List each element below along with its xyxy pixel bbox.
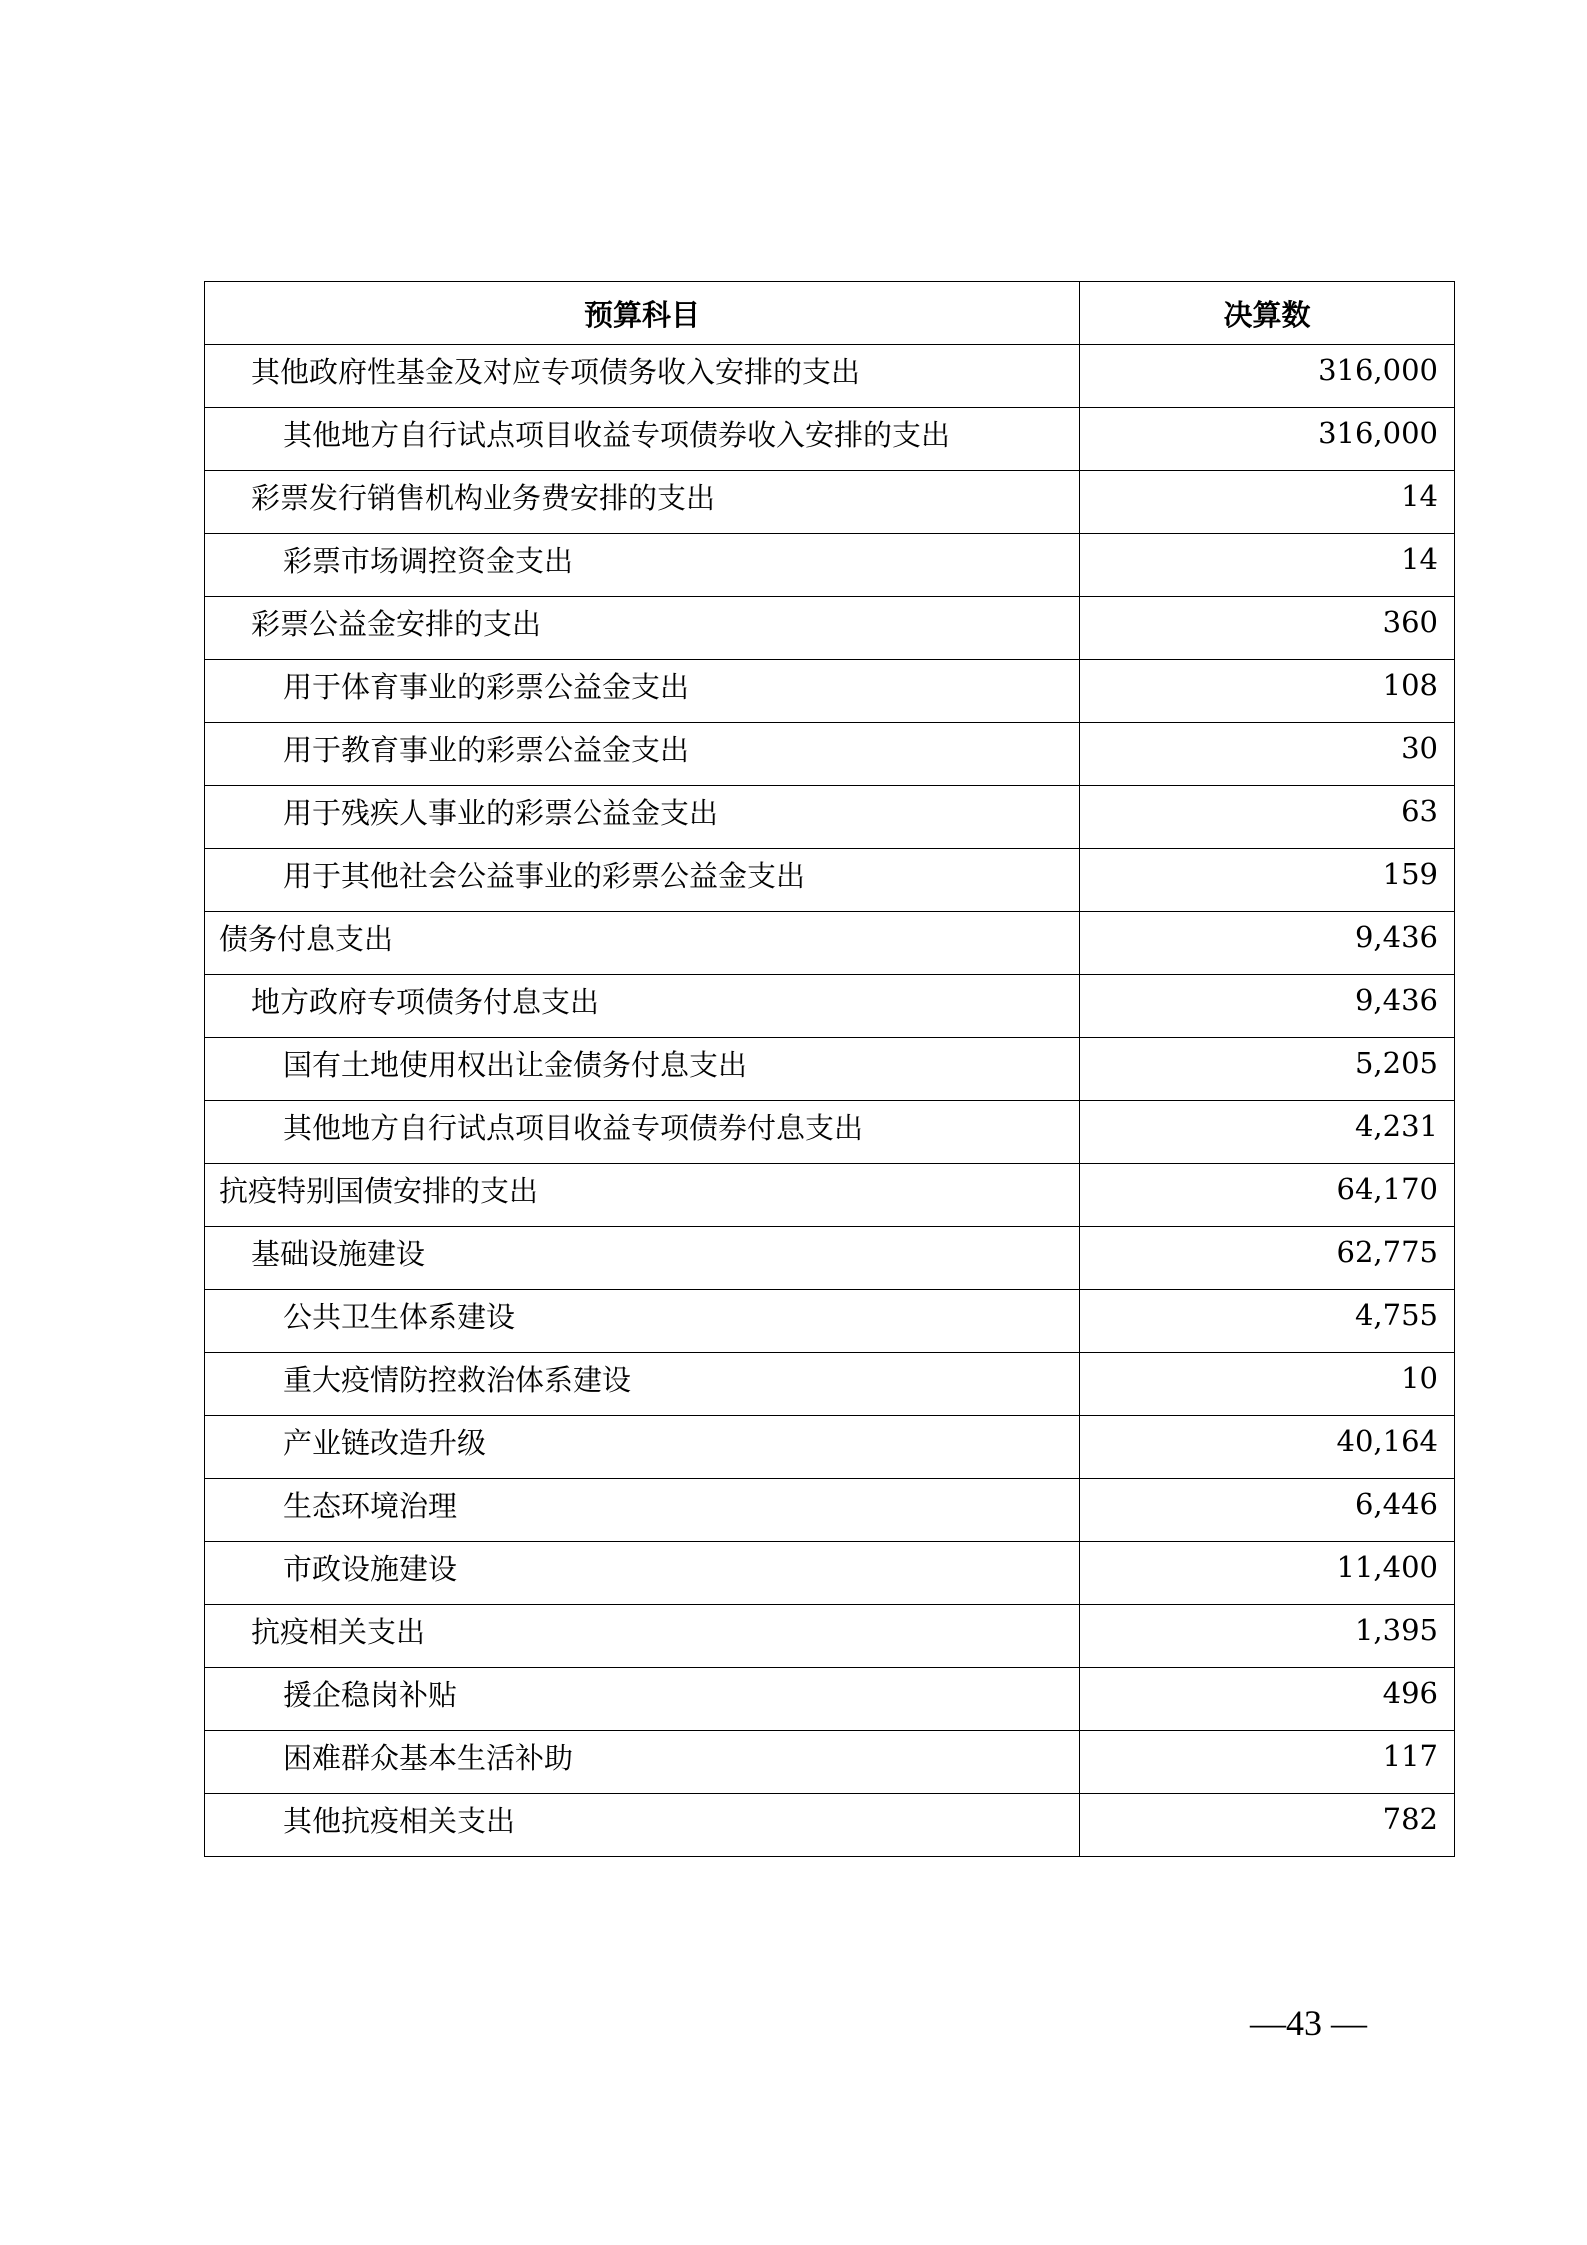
amount-value: 360 bbox=[1382, 605, 1438, 639]
amount-cell bbox=[1080, 1542, 1455, 1605]
amount-cell bbox=[1080, 1605, 1455, 1668]
subject-cell bbox=[205, 1605, 1080, 1668]
subject-label: 彩票公益金安排的支出 bbox=[251, 606, 542, 641]
subject-label: 公共卫生体系建设 bbox=[283, 1299, 516, 1334]
page-number: —43 — bbox=[1250, 2003, 1367, 2043]
subject-label: 地方政府专项债务付息支出 bbox=[251, 984, 600, 1019]
subject-label: 债务付息支出 bbox=[219, 921, 394, 956]
table-row bbox=[205, 1605, 1455, 1668]
amount-value: 1,395 bbox=[1354, 1613, 1438, 1647]
subject-label: 其他抗疫相关支出 bbox=[283, 1803, 516, 1838]
subject-label: 彩票市场调控资金支出 bbox=[283, 543, 574, 578]
amount-value: 63 bbox=[1401, 794, 1438, 828]
subject-cell bbox=[205, 975, 1080, 1038]
amount-cell bbox=[1080, 1479, 1455, 1542]
amount-cell bbox=[1080, 723, 1455, 786]
amount-value: 316,000 bbox=[1318, 353, 1438, 387]
amount-cell bbox=[1080, 1101, 1455, 1164]
amount-cell bbox=[1080, 1164, 1455, 1227]
amount-value: 9,436 bbox=[1354, 920, 1438, 954]
subject-label: 其他地方自行试点项目收益专项债券收入安排的支出 bbox=[283, 417, 951, 452]
amount-cell bbox=[1080, 1794, 1455, 1857]
amount-cell bbox=[1080, 849, 1455, 912]
amount-value: 30 bbox=[1401, 731, 1438, 765]
subject-cell bbox=[205, 1416, 1080, 1479]
subject-label: 产业链改造升级 bbox=[283, 1425, 487, 1460]
amount-value: 9,436 bbox=[1354, 983, 1438, 1017]
amount-value: 40,164 bbox=[1336, 1424, 1438, 1458]
subject-cell bbox=[205, 1731, 1080, 1794]
subject-cell bbox=[205, 1164, 1080, 1227]
amount-cell bbox=[1080, 1731, 1455, 1794]
amount-cell bbox=[1080, 345, 1455, 408]
table-header-row bbox=[205, 282, 1455, 345]
amount-cell bbox=[1080, 975, 1455, 1038]
table-row bbox=[205, 723, 1455, 786]
subject-label: 市政设施建设 bbox=[283, 1551, 458, 1586]
subject-label: 用于残疾人事业的彩票公益金支出 bbox=[283, 795, 719, 830]
amount-value: 64,170 bbox=[1336, 1172, 1438, 1206]
subject-label: 重大疫情防控救治体系建设 bbox=[283, 1362, 632, 1397]
subject-cell bbox=[205, 1101, 1080, 1164]
subject-label: 援企稳岗补贴 bbox=[283, 1677, 458, 1712]
table-row bbox=[205, 912, 1455, 975]
subject-label: 生态环境治理 bbox=[283, 1488, 458, 1523]
table-row bbox=[205, 597, 1455, 660]
amount-value: 6,446 bbox=[1354, 1487, 1438, 1521]
amount-value: 62,775 bbox=[1336, 1235, 1438, 1269]
table-row bbox=[205, 1164, 1455, 1227]
amount-cell bbox=[1080, 1227, 1455, 1290]
subject-cell bbox=[205, 660, 1080, 723]
table-row bbox=[205, 471, 1455, 534]
subject-cell bbox=[205, 534, 1080, 597]
table-row bbox=[205, 1038, 1455, 1101]
subject-cell bbox=[205, 912, 1080, 975]
subject-cell bbox=[205, 723, 1080, 786]
amount-cell bbox=[1080, 1353, 1455, 1416]
subject-label: 用于体育事业的彩票公益金支出 bbox=[283, 669, 690, 704]
subject-cell bbox=[205, 408, 1080, 471]
amount-value: 14 bbox=[1401, 479, 1438, 513]
table-row bbox=[205, 786, 1455, 849]
amount-value: 782 bbox=[1382, 1802, 1438, 1836]
table-row bbox=[205, 1479, 1455, 1542]
amount-value: 496 bbox=[1382, 1676, 1438, 1710]
amount-value: 316,000 bbox=[1318, 416, 1438, 450]
amount-cell bbox=[1080, 1290, 1455, 1353]
amount-value: 5,205 bbox=[1354, 1046, 1438, 1080]
subject-label: 基础设施建设 bbox=[251, 1236, 426, 1271]
amount-value: 117 bbox=[1382, 1739, 1438, 1773]
header-amount: 决算数 bbox=[1080, 282, 1455, 345]
table-body bbox=[205, 345, 1455, 1857]
table-row bbox=[205, 849, 1455, 912]
subject-cell bbox=[205, 597, 1080, 660]
table-row bbox=[205, 1227, 1455, 1290]
table-row bbox=[205, 1794, 1455, 1857]
subject-label: 用于其他社会公益事业的彩票公益金支出 bbox=[283, 858, 806, 893]
subject-label: 其他地方自行试点项目收益专项债券付息支出 bbox=[283, 1110, 864, 1145]
table-row bbox=[205, 1668, 1455, 1731]
table-row bbox=[205, 408, 1455, 471]
subject-label: 抗疫相关支出 bbox=[251, 1614, 426, 1649]
subject-cell bbox=[205, 1668, 1080, 1731]
amount-value: 159 bbox=[1382, 857, 1438, 891]
amount-cell bbox=[1080, 597, 1455, 660]
subject-cell bbox=[205, 849, 1080, 912]
amount-cell bbox=[1080, 534, 1455, 597]
subject-cell bbox=[205, 1353, 1080, 1416]
amount-cell bbox=[1080, 1038, 1455, 1101]
table-row bbox=[205, 1731, 1455, 1794]
subject-cell bbox=[205, 471, 1080, 534]
amount-value: 14 bbox=[1401, 542, 1438, 576]
amount-value: 108 bbox=[1382, 668, 1438, 702]
table-row bbox=[205, 1542, 1455, 1605]
amount-value: 11,400 bbox=[1336, 1550, 1438, 1584]
subject-label: 用于教育事业的彩票公益金支出 bbox=[283, 732, 690, 767]
table-row bbox=[205, 1290, 1455, 1353]
table-row bbox=[205, 1416, 1455, 1479]
table-row bbox=[205, 1353, 1455, 1416]
subject-cell bbox=[205, 1227, 1080, 1290]
table-row bbox=[205, 660, 1455, 723]
table-row bbox=[205, 975, 1455, 1038]
subject-cell bbox=[205, 786, 1080, 849]
amount-cell bbox=[1080, 408, 1455, 471]
subject-cell bbox=[205, 345, 1080, 408]
subject-cell bbox=[205, 1794, 1080, 1857]
subject-cell bbox=[205, 1479, 1080, 1542]
subject-label: 国有土地使用权出让金债务付息支出 bbox=[283, 1047, 748, 1082]
budget-table bbox=[204, 281, 1455, 1857]
subject-cell bbox=[205, 1542, 1080, 1605]
table-row bbox=[205, 1101, 1455, 1164]
header-subject: 预算科目 bbox=[205, 282, 1080, 345]
subject-label: 彩票发行销售机构业务费安排的支出 bbox=[251, 480, 716, 515]
subject-cell bbox=[205, 1290, 1080, 1353]
amount-cell bbox=[1080, 786, 1455, 849]
amount-cell bbox=[1080, 1416, 1455, 1479]
amount-value: 4,755 bbox=[1354, 1298, 1438, 1332]
subject-label: 其他政府性基金及对应专项债务收入安排的支出 bbox=[251, 354, 861, 389]
amount-cell bbox=[1080, 912, 1455, 975]
amount-value: 4,231 bbox=[1354, 1109, 1438, 1143]
table-row bbox=[205, 345, 1455, 408]
subject-cell bbox=[205, 1038, 1080, 1101]
subject-label: 抗疫特别国债安排的支出 bbox=[219, 1173, 539, 1208]
amount-cell bbox=[1080, 471, 1455, 534]
amount-value: 10 bbox=[1401, 1361, 1438, 1395]
table-row bbox=[205, 534, 1455, 597]
amount-cell bbox=[1080, 660, 1455, 723]
subject-label: 困难群众基本生活补助 bbox=[283, 1740, 574, 1775]
amount-cell bbox=[1080, 1668, 1455, 1731]
